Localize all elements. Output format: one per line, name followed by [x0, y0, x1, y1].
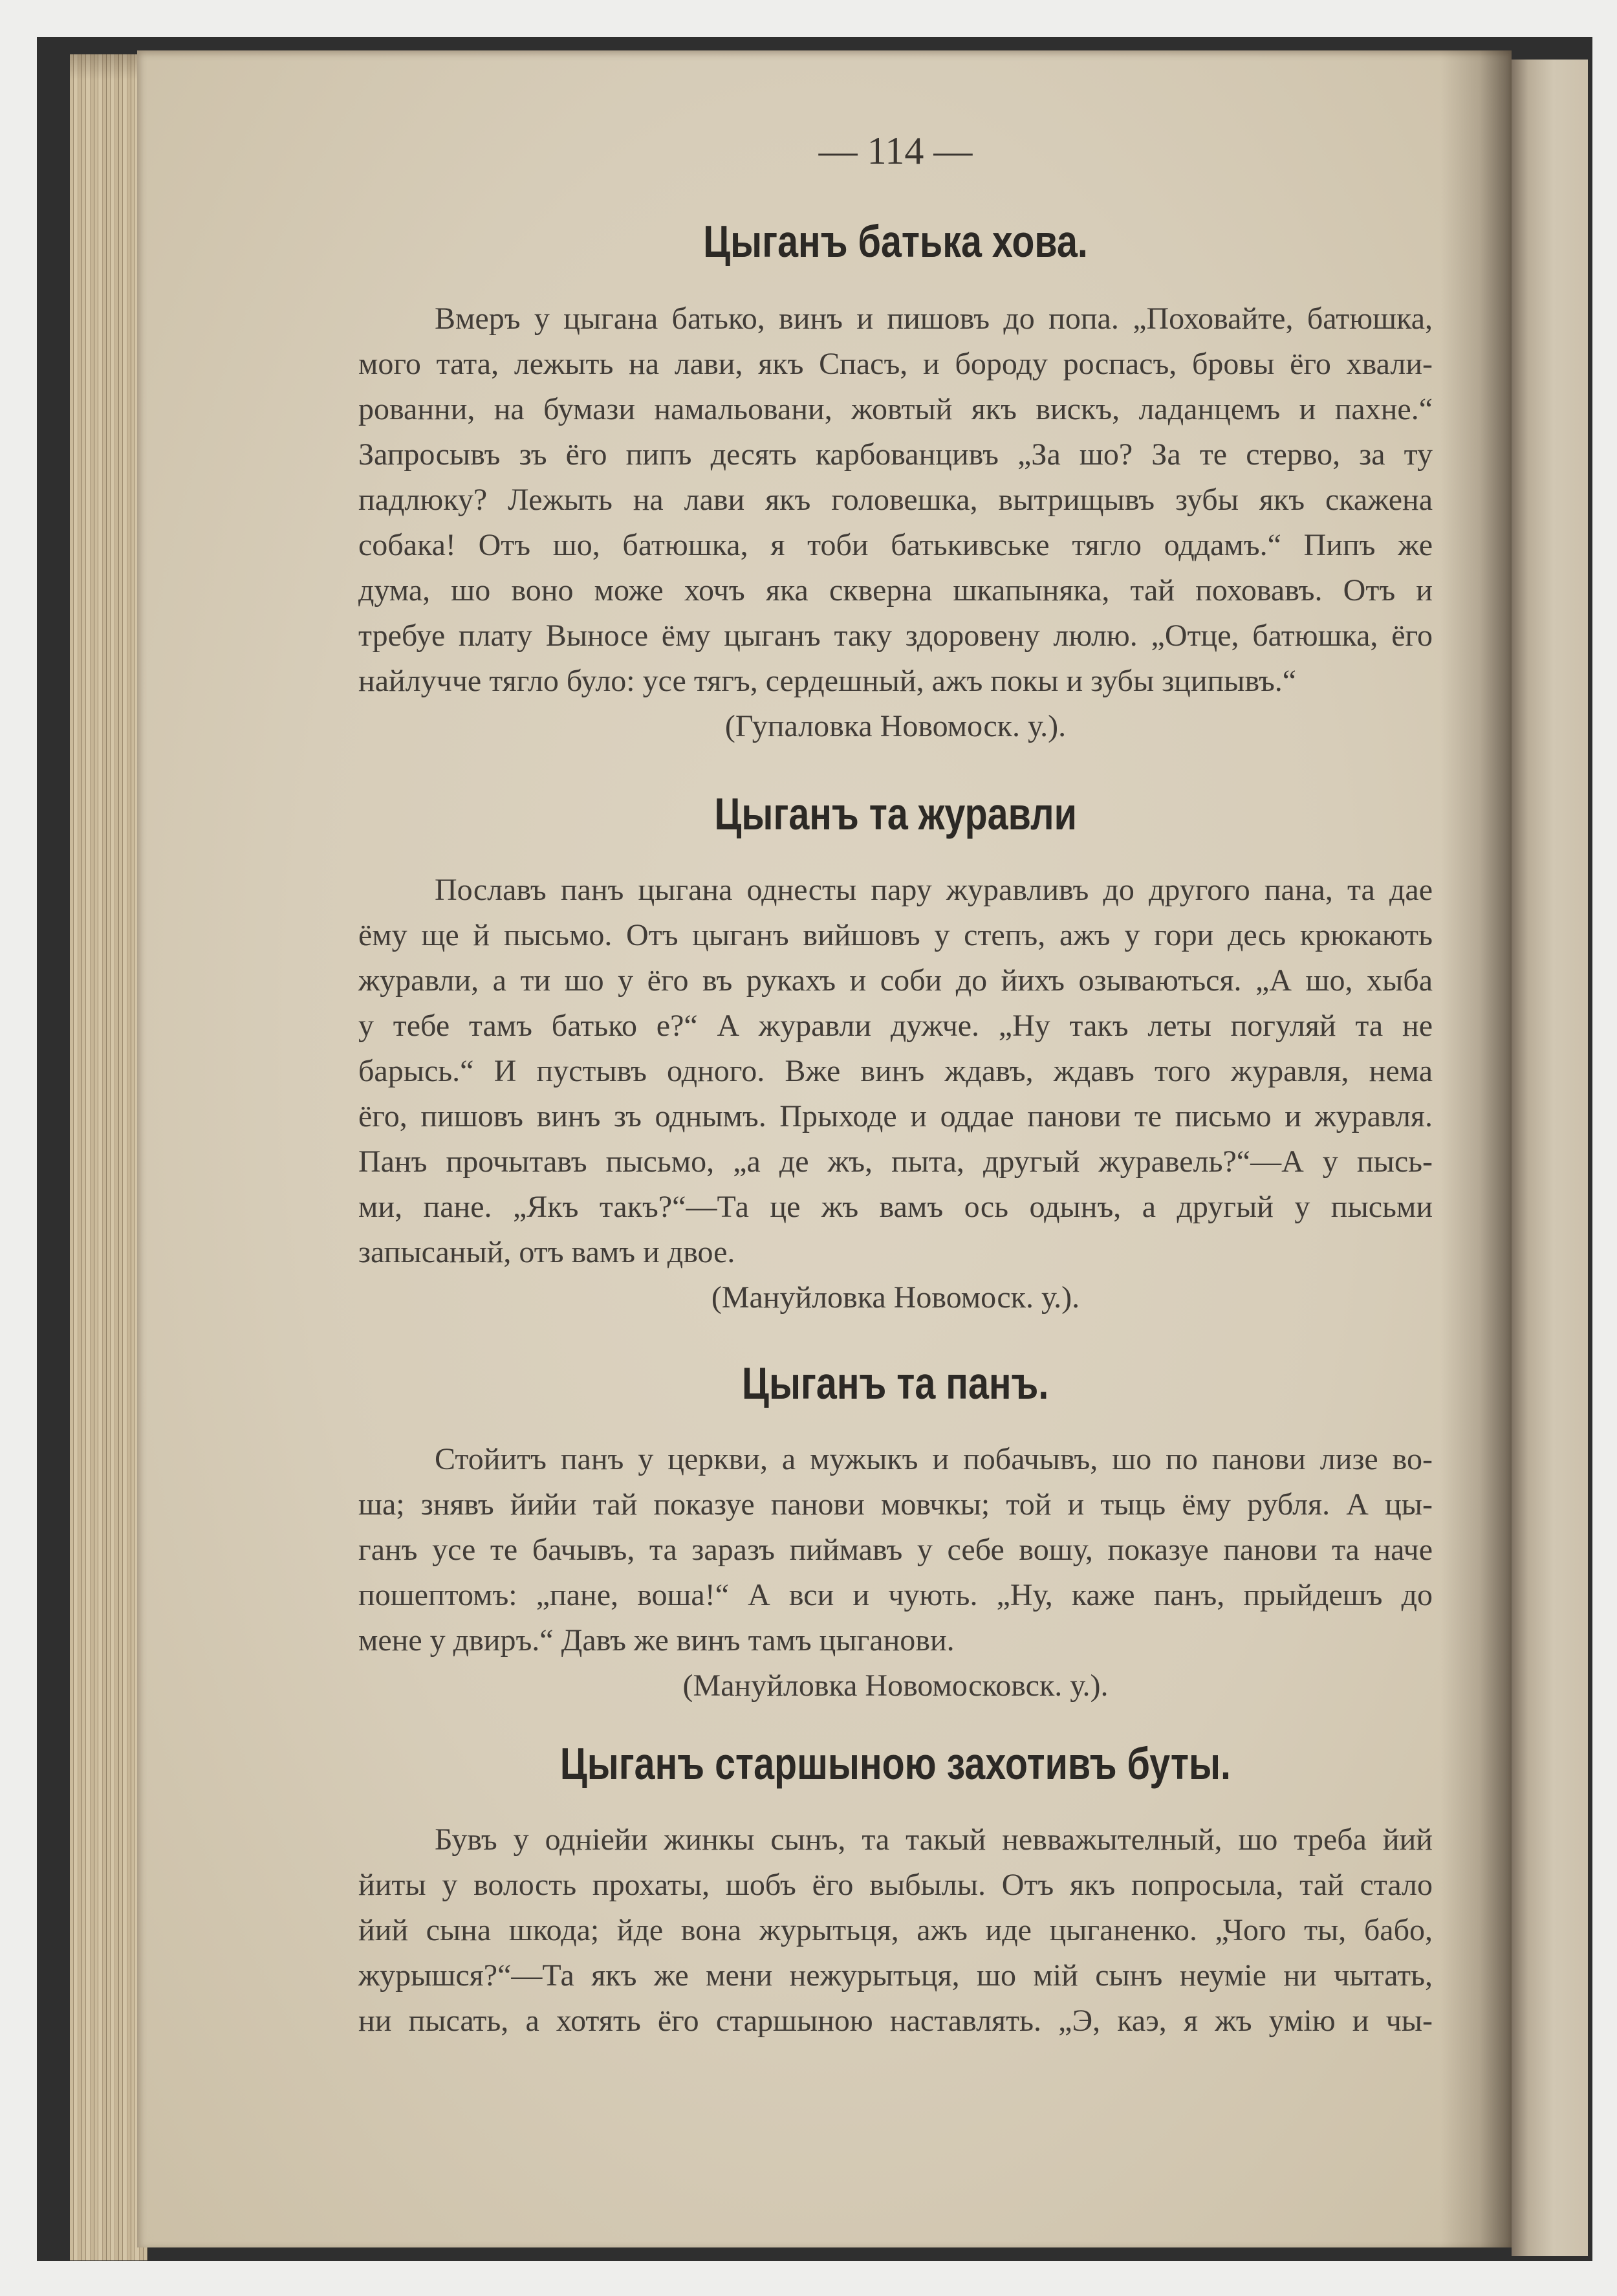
book-page-edges	[70, 54, 147, 2260]
story-source: (Гупаловка Новомоск. у.).	[724, 709, 1067, 743]
text-line: Запросывъ зъ ёго пипъ десять карбованцивъ „За шо? За те стерво, за ту	[358, 437, 1433, 472]
text-line: ни пысать, а хотять ёго старшыною наставлять. „Э, каэ, я жъ умiю и чы-	[358, 2004, 1433, 2038]
story-title	[358, 1357, 1433, 1409]
story-title	[358, 788, 1433, 840]
text-line: барысь.“ И пустывъ одного. Вже винъ ждавъ, ждавъ того журавля, нема	[358, 1054, 1433, 1088]
text-line: мого тата, лежыть на лави, якъ Спасъ, и бороду роспасъ, бровы ёго хвали-	[358, 347, 1433, 381]
story-title	[358, 215, 1433, 267]
text-line: журышся?“—Та якъ же мени нежурытьця, шо мій сынъ неумiе ни чытать,	[358, 1958, 1433, 1993]
story-text	[358, 296, 1433, 749]
book-page	[137, 50, 1512, 2247]
text-line: ша; знявъ йийи тай показуе панови мовчкы; той и тыць ёму рубля. А цы-	[358, 1487, 1433, 1522]
page-gutter-shadow	[1440, 50, 1512, 2247]
story-title-text: Цыганъ старшыною захотивъ буты.	[559, 1738, 1232, 1789]
text-line: пошептомъ: „пане, воша!“ А вси и чують. „Ну, каже панъ, прыйдешъ до	[358, 1578, 1433, 1612]
text-line: ёму ще й пысьмо. Отъ цыганъ вийшовъ у степъ, ажъ у гори десь крюкають	[358, 918, 1433, 952]
story-title	[358, 1738, 1433, 1789]
text-line: у тебе тамъ батько е?“ А журавли дужче. „Ну такъ леты погуляй та не	[358, 1009, 1433, 1043]
text-line: падлюку? Лежыть на лави якъ головешка, вытрищывъ зубы якъ скажена	[358, 483, 1433, 517]
text-line: ми, пане. „Якъ такъ?“—Та це жъ вамъ ось одынъ, а другый у пысьми	[358, 1190, 1433, 1224]
story-title-text: Цыганъ та журавли	[714, 789, 1077, 839]
text-line: йиты у волость прохаты, шобъ ёго выбылы. Отъ якъ попросыла, тай стало	[358, 1868, 1433, 1902]
story-text	[358, 1437, 1433, 1709]
text-line: запысаный, отъ вамъ и двое.	[358, 1235, 735, 1269]
text-line: ёго, пишовъ винъ зъ однымъ. Прыходе и оддае панови те письмо и журавля.	[358, 1099, 1433, 1133]
story-text	[358, 868, 1433, 1320]
text-line: ганъ усе те бачывъ, та заразъ пиймавъ у себе вошу, показуе панови та наче	[358, 1533, 1433, 1567]
text-line: найлучче тягло було: усе тягъ, сердешный, ажъ покы и зубы зципывъ.“	[358, 664, 1297, 698]
text-line: рованни, на бумази намальовани, жовтый якъ вискъ, ладанцемъ и пахне.“	[358, 392, 1433, 426]
text-line: журавли, а ти шо у ёго въ рукахъ и соби до йихъ озываються. „А шо, хыба	[358, 963, 1433, 998]
text-line: дума, шо воно може хочъ яка скверна шкапыняка, тай поховавъ. Отъ и	[358, 573, 1433, 607]
text-line: Вмеръ у цыгана батько, винъ и пишовъ до попа. „Поховайте, батюшка,	[435, 301, 1433, 336]
text-line: йий сына шкода; йде вона журытьця, ажъ иде цыганенко. „Чого ты, бабо,	[358, 1913, 1433, 1947]
text-line: Панъ прочытавъ пысьмо, „а де жъ, пыта, другый журавель?“—А у пысь-	[358, 1144, 1433, 1179]
text-line: собака! Отъ шо, батюшка, я тоби батькивське тягло оддамъ.“ Пипъ же	[358, 528, 1433, 562]
story-title-text: Цыганъ та панъ.	[742, 1358, 1049, 1408]
story-text	[358, 1817, 1433, 2044]
text-line: требуе плату Выносе ёму цыганъ таку здоровену люлю. „Отце, батюшка, ёго	[358, 618, 1433, 653]
facing-page	[1512, 60, 1588, 2256]
text-line: Бувъ у однiейи жинкы сынъ, та такый невважытелный, шо треба йий	[435, 1822, 1433, 1857]
story-title-text: Цыганъ батька хова.	[703, 216, 1088, 267]
story-source: (Мануйловка Новомоск. у.).	[711, 1280, 1080, 1315]
text-line: Стойитъ панъ у церкви, а мужыкъ и побачывъ, шо по панови лизе во-	[435, 1442, 1433, 1476]
text-line: Пославъ панъ цыгана однесты пару журавливъ до другого пана, та дае	[435, 873, 1433, 907]
page-number: — 114 —	[818, 129, 973, 172]
story-source: (Мануйловка Новомосковск. у.).	[682, 1668, 1109, 1703]
text-line: мене у двиръ.“ Давъ же винъ тамъ цыганови.	[358, 1623, 955, 1657]
